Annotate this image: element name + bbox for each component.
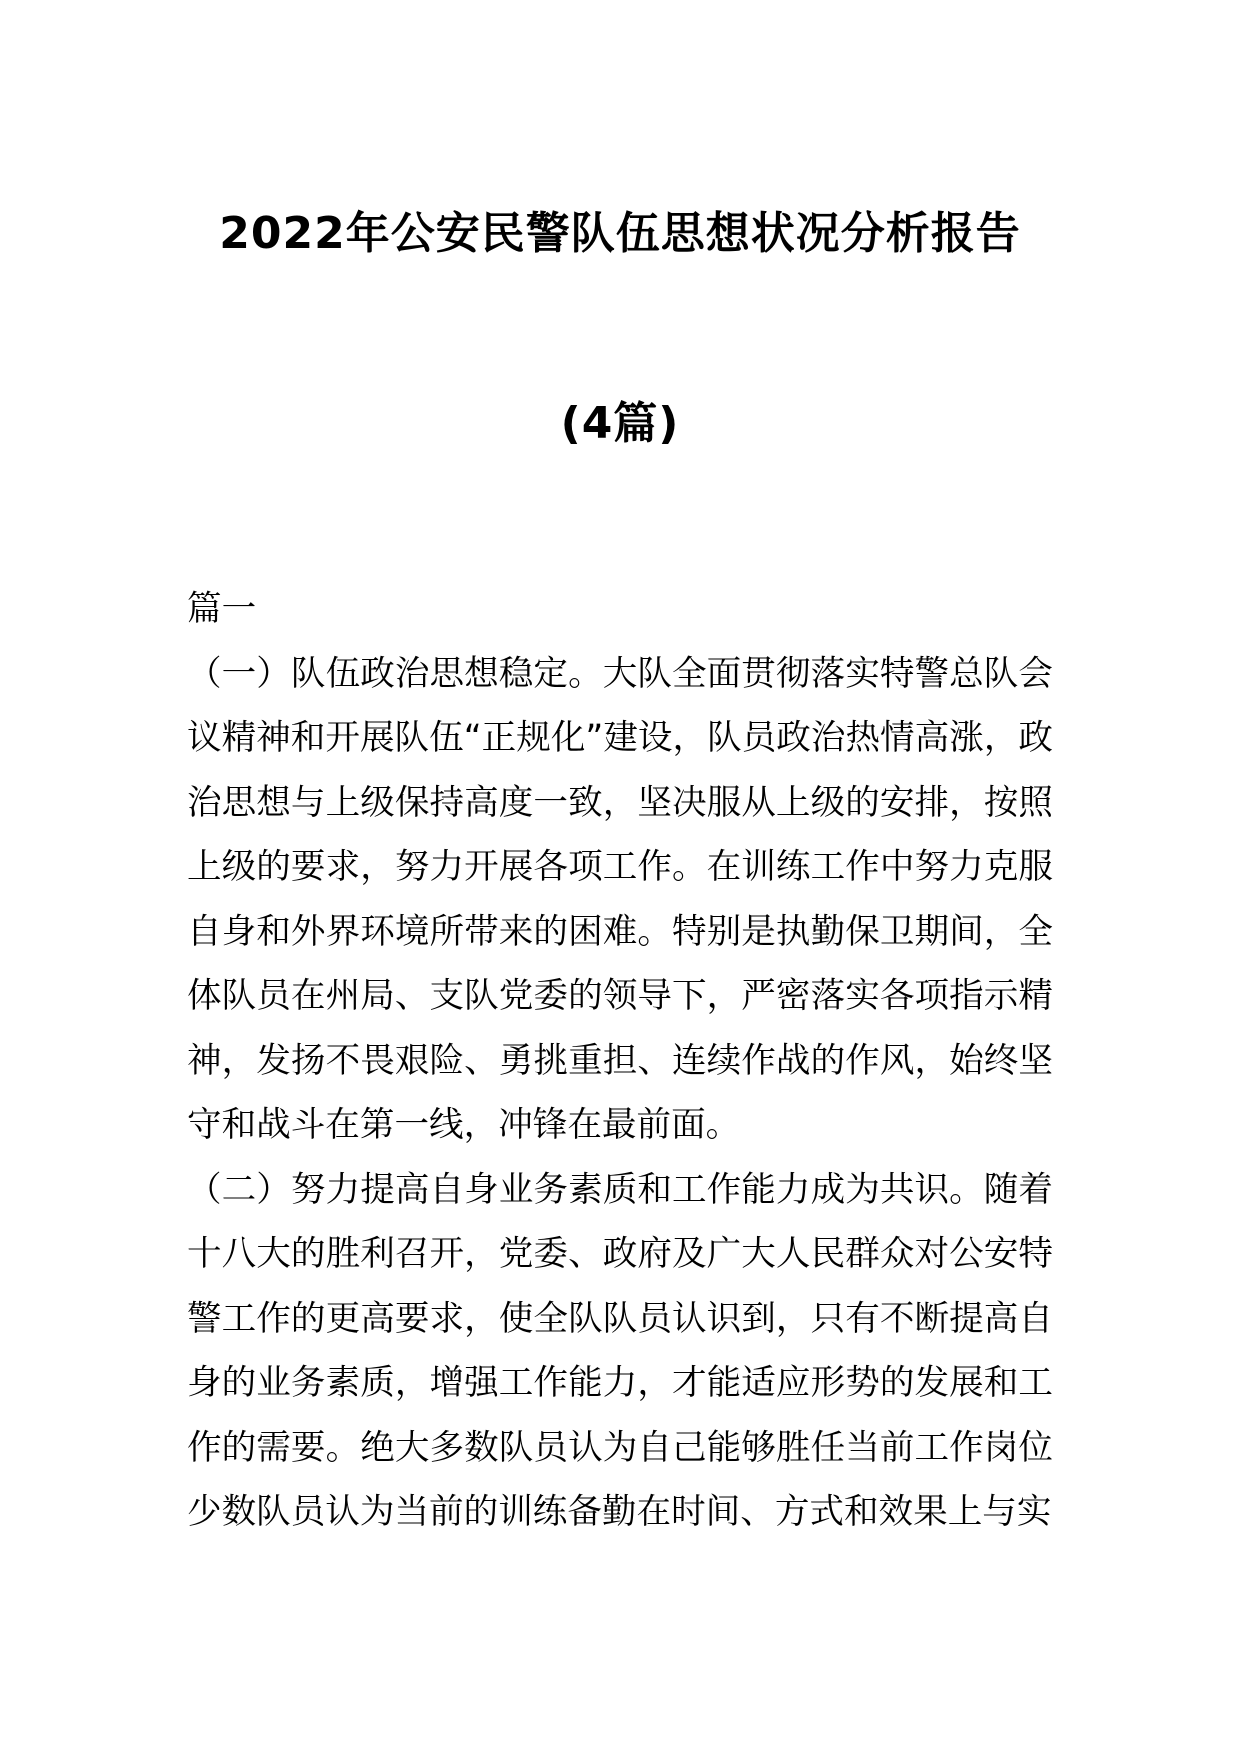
section-label: 篇一: [187, 589, 257, 629]
document-subtitle: (4篇): [560, 398, 680, 449]
paragraph-1: （一）队伍政治思想稳定。大队全面贯彻落实特警总队会议精神和开展队伍“正规化”建设，队员政治热情高涨，政治思想与上级保持高度一致，坚决服从上级的安排，按照上级的要求，努力开展各项工作。在训练工作中努力克服自身和外界环境所带来的困难。特别是执勤保卫期间，全体队员在州局、支队党委的领导下，严密落实各项指示精神，发扬不畏艰险、勇挑重担、连续作战的作风，始终坚守和战斗在第一线，冲锋在最前面。: [187, 653, 1053, 1145]
paragraph-2: （二）努力提高自身业务素质和工作能力成为共识。随着十八大的胜利召开，党委、政府及广大人民群众对公安特警工作的更高要求，使全队队员认识到，只有不断提高自身的业务素质，增强工作能力，才能适应形势的发展和工作的需要。绝大多数队员认为自己能够胜任当前工作岗位少数队员认为当前的训练备勤在时间、方式和效果上与实: [187, 1169, 1053, 1532]
document-title: 2022年公安民警队伍思想状况分析报告: [219, 208, 1021, 259]
document-body: [187, 577, 1053, 1545]
